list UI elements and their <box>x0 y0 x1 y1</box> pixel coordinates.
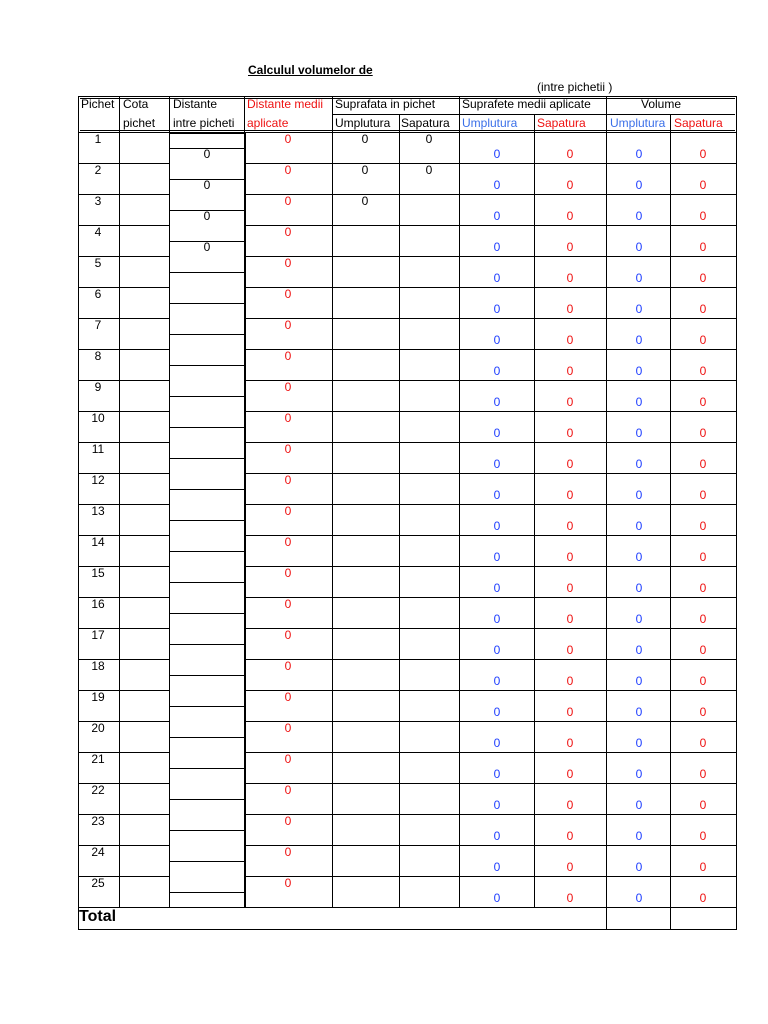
header-pichet: Pichet <box>81 97 115 111</box>
pichet-number: 17 <box>91 628 105 642</box>
header-cota-2: pichet <box>123 116 156 130</box>
row-line <box>245 318 737 319</box>
volum-sapatura-value: 0 <box>699 581 707 595</box>
volum-sapatura-value: 0 <box>699 364 707 378</box>
header-column-divider <box>332 96 333 132</box>
distanta-medie-value: 0 <box>284 442 292 456</box>
suprafata-medie-sapatura-value: 0 <box>566 364 574 378</box>
distanta-medie-value: 0 <box>284 132 292 146</box>
suprafata-medie-sapatura-value: 0 <box>566 767 574 781</box>
header-distante-medii-2: aplicate <box>247 116 289 130</box>
volum-sapatura-value: 0 <box>699 736 707 750</box>
row-line <box>245 628 737 629</box>
column-divider <box>606 132 607 930</box>
distanta-medie-value: 0 <box>284 814 292 828</box>
suprafata-umplutura-value: 0 <box>361 194 369 208</box>
distante-line <box>170 551 245 552</box>
volum-umplutura-value: 0 <box>635 240 643 254</box>
row-line <box>245 659 737 660</box>
distanta-medie-value: 0 <box>284 876 292 890</box>
distanta-medie-value: 0 <box>284 597 292 611</box>
volum-umplutura-value: 0 <box>635 147 643 161</box>
distante-line <box>170 458 245 459</box>
suprafata-medie-sapatura-value: 0 <box>566 705 574 719</box>
suprafata-medie-sapatura-value: 0 <box>566 612 574 626</box>
volum-umplutura-value: 0 <box>635 767 643 781</box>
volum-sapatura-value: 0 <box>699 674 707 688</box>
volum-sapatura-value: 0 <box>699 240 707 254</box>
header-column-divider <box>606 96 607 132</box>
distanta-medie-value: 0 <box>284 690 292 704</box>
volum-umplutura-value: 0 <box>635 333 643 347</box>
volum-umplutura-value: 0 <box>635 829 643 843</box>
suprafata-medie-sapatura-value: 0 <box>566 240 574 254</box>
row-line <box>245 876 737 877</box>
volum-sapatura-value: 0 <box>699 891 707 905</box>
row-line <box>245 442 737 443</box>
header-column-divider <box>534 114 535 132</box>
suprafata-medie-umplutura-value: 0 <box>493 643 501 657</box>
pichet-number: 13 <box>91 504 105 518</box>
row-line <box>245 845 737 846</box>
distante-line <box>170 334 245 335</box>
row-line <box>245 597 737 598</box>
header-suprafata-sapatura: Sapatura <box>401 116 450 130</box>
pichet-number: 10 <box>91 411 105 425</box>
header-suprafete-sapatura: Sapatura <box>537 116 586 130</box>
suprafata-medie-umplutura-value: 0 <box>493 798 501 812</box>
row-line <box>245 225 737 226</box>
suprafata-medie-umplutura-value: 0 <box>493 271 501 285</box>
distante-line <box>170 520 245 521</box>
suprafata-medie-umplutura-value: 0 <box>493 612 501 626</box>
row-line <box>245 349 737 350</box>
header-column-divider <box>459 96 460 132</box>
row-line <box>245 380 737 381</box>
pichet-number: 9 <box>94 380 102 394</box>
suprafata-medie-sapatura-value: 0 <box>566 457 574 471</box>
volum-umplutura-value: 0 <box>635 736 643 750</box>
header-volume-sapatura: Sapatura <box>674 116 723 130</box>
distante-line <box>170 365 245 366</box>
distante-line <box>170 768 245 769</box>
suprafata-medie-sapatura-value: 0 <box>566 333 574 347</box>
header-inner-bottom <box>80 130 735 131</box>
row-line <box>245 163 737 164</box>
pichet-number: 12 <box>91 473 105 487</box>
row-line <box>245 814 737 815</box>
distante-line <box>170 799 245 800</box>
pichet-number: 23 <box>91 814 105 828</box>
distanta-medie-value: 0 <box>284 721 292 735</box>
volum-umplutura-value: 0 <box>635 860 643 874</box>
header-distante-medii: Distante medii <box>247 97 324 111</box>
distanta-medie-value: 0 <box>284 535 292 549</box>
distanta-medie-value: 0 <box>284 287 292 301</box>
pichet-number: 22 <box>91 783 105 797</box>
suprafata-medie-umplutura-value: 0 <box>493 860 501 874</box>
distanta-intre-picheti-value: 0 <box>203 178 211 192</box>
header-suprafete-medii: Suprafete medii aplicate <box>462 97 591 111</box>
suprafata-medie-sapatura-value: 0 <box>566 519 574 533</box>
distanta-medie-value: 0 <box>284 380 292 394</box>
column-divider <box>459 132 460 907</box>
suprafata-medie-sapatura-value: 0 <box>566 860 574 874</box>
column-divider <box>534 132 535 907</box>
row-line <box>245 194 737 195</box>
suprafata-medie-umplutura-value: 0 <box>493 364 501 378</box>
header-column-divider <box>169 96 170 132</box>
pichet-number: 4 <box>94 225 102 239</box>
distante-line <box>170 675 245 676</box>
distante-line <box>170 582 245 583</box>
column-divider <box>119 132 120 907</box>
header-suprafata-in-pichet: Suprafata in pichet <box>335 97 436 111</box>
pichet-number: 3 <box>94 194 102 208</box>
pichet-number: 8 <box>94 349 102 363</box>
suprafata-medie-sapatura-value: 0 <box>566 643 574 657</box>
column-divider <box>245 132 246 907</box>
table-left-border <box>78 96 79 930</box>
document-subtitle: (intre pichetii ) <box>537 80 613 94</box>
suprafata-medie-umplutura-value: 0 <box>493 333 501 347</box>
volum-sapatura-value: 0 <box>699 767 707 781</box>
pichet-number: 7 <box>94 318 102 332</box>
header-distante-2: intre picheti <box>173 116 235 130</box>
row-line <box>245 783 737 784</box>
distanta-medie-value: 0 <box>284 318 292 332</box>
header-column-divider <box>399 114 400 132</box>
volum-umplutura-value: 0 <box>635 643 643 657</box>
total-label: Total <box>79 908 117 925</box>
header-column-divider <box>670 114 671 132</box>
suprafata-medie-sapatura-value: 0 <box>566 426 574 440</box>
distante-line <box>170 830 245 831</box>
distanta-intre-picheti-value: 0 <box>203 240 211 254</box>
volum-umplutura-value: 0 <box>635 550 643 564</box>
pichet-number: 18 <box>91 659 105 673</box>
suprafata-medie-sapatura-value: 0 <box>566 674 574 688</box>
distante-line <box>170 489 245 490</box>
table-bottom-border <box>78 929 737 930</box>
suprafata-medie-umplutura-value: 0 <box>493 178 501 192</box>
volum-sapatura-value: 0 <box>699 457 707 471</box>
pichet-number: 2 <box>94 163 102 177</box>
column-divider <box>399 132 400 907</box>
pichet-number: 24 <box>91 845 105 859</box>
volum-sapatura-value: 0 <box>699 426 707 440</box>
header-volume: Volume <box>641 97 682 111</box>
table-right-border <box>736 96 737 930</box>
column-divider <box>332 132 333 907</box>
suprafata-medie-umplutura-value: 0 <box>493 147 501 161</box>
row-line <box>245 721 737 722</box>
volum-umplutura-value: 0 <box>635 488 643 502</box>
pichet-number: 19 <box>91 690 105 704</box>
header-suprafete-umplutura: Umplutura <box>462 116 518 130</box>
distante-line <box>170 613 245 614</box>
suprafata-medie-umplutura-value: 0 <box>493 302 501 316</box>
row-line <box>245 411 737 412</box>
distante-line <box>170 737 245 738</box>
suprafata-medie-sapatura-value: 0 <box>566 395 574 409</box>
volum-sapatura-value: 0 <box>699 209 707 223</box>
volum-umplutura-value: 0 <box>635 395 643 409</box>
suprafata-medie-umplutura-value: 0 <box>493 829 501 843</box>
volum-umplutura-value: 0 <box>635 705 643 719</box>
suprafata-medie-umplutura-value: 0 <box>493 674 501 688</box>
volum-sapatura-value: 0 <box>699 612 707 626</box>
row-line <box>245 287 737 288</box>
pichet-number: 6 <box>94 287 102 301</box>
suprafata-medie-sapatura-value: 0 <box>566 147 574 161</box>
suprafata-medie-umplutura-value: 0 <box>493 209 501 223</box>
suprafata-medie-umplutura-value: 0 <box>493 891 501 905</box>
suprafata-medie-umplutura-value: 0 <box>493 240 501 254</box>
distanta-intre-picheti-value: 0 <box>203 147 211 161</box>
header-suprafata-umplutura: Umplutura <box>335 116 391 130</box>
row-line <box>245 504 737 505</box>
row-line <box>78 907 737 908</box>
distante-line <box>170 303 245 304</box>
pichet-number: 16 <box>91 597 105 611</box>
suprafata-medie-umplutura-value: 0 <box>493 767 501 781</box>
volum-sapatura-value: 0 <box>699 705 707 719</box>
suprafata-medie-umplutura-value: 0 <box>493 705 501 719</box>
suprafata-medie-sapatura-value: 0 <box>566 798 574 812</box>
pichet-number: 1 <box>94 132 102 146</box>
distante-line <box>170 892 245 893</box>
volum-umplutura-value: 0 <box>635 891 643 905</box>
suprafata-medie-sapatura-value: 0 <box>566 302 574 316</box>
pichet-number: 14 <box>91 535 105 549</box>
distante-line <box>170 427 245 428</box>
suprafata-medie-umplutura-value: 0 <box>493 550 501 564</box>
distanta-medie-value: 0 <box>284 628 292 642</box>
volum-sapatura-value: 0 <box>699 178 707 192</box>
pichet-number: 11 <box>91 442 105 456</box>
volum-sapatura-value: 0 <box>699 147 707 161</box>
volum-umplutura-value: 0 <box>635 178 643 192</box>
distanta-medie-value: 0 <box>284 845 292 859</box>
distanta-medie-value: 0 <box>284 163 292 177</box>
volum-umplutura-value: 0 <box>635 271 643 285</box>
suprafata-medie-sapatura-value: 0 <box>566 550 574 564</box>
volum-sapatura-value: 0 <box>699 519 707 533</box>
suprafata-medie-umplutura-value: 0 <box>493 736 501 750</box>
volum-umplutura-value: 0 <box>635 426 643 440</box>
volum-sapatura-value: 0 <box>699 860 707 874</box>
suprafata-medie-umplutura-value: 0 <box>493 488 501 502</box>
distante-line <box>170 644 245 645</box>
suprafata-medie-sapatura-value: 0 <box>566 581 574 595</box>
distanta-medie-value: 0 <box>284 783 292 797</box>
volum-umplutura-value: 0 <box>635 302 643 316</box>
suprafata-medie-sapatura-value: 0 <box>566 891 574 905</box>
distanta-medie-value: 0 <box>284 566 292 580</box>
distanta-medie-value: 0 <box>284 349 292 363</box>
column-divider <box>670 132 671 930</box>
document-title: Calculul volumelor de <box>248 63 373 77</box>
suprafata-umplutura-value: 0 <box>361 163 369 177</box>
suprafata-medie-umplutura-value: 0 <box>493 395 501 409</box>
suprafata-sapatura-value: 0 <box>425 163 433 177</box>
suprafata-medie-umplutura-value: 0 <box>493 519 501 533</box>
volum-sapatura-value: 0 <box>699 798 707 812</box>
pichet-number: 15 <box>91 566 105 580</box>
suprafata-medie-sapatura-value: 0 <box>566 209 574 223</box>
header-cota: Cota <box>123 97 149 111</box>
pichet-number: 5 <box>94 256 102 270</box>
header-volume-umplutura: Umplutura <box>610 116 666 130</box>
suprafata-sapatura-value: 0 <box>425 132 433 146</box>
distanta-medie-value: 0 <box>284 256 292 270</box>
suprafata-medie-umplutura-value: 0 <box>493 426 501 440</box>
suprafata-medie-sapatura-value: 0 <box>566 271 574 285</box>
distante-line <box>170 133 245 134</box>
row-line <box>245 566 737 567</box>
volum-sapatura-value: 0 <box>699 395 707 409</box>
distanta-intre-picheti-value: 0 <box>203 209 211 223</box>
suprafata-medie-sapatura-value: 0 <box>566 829 574 843</box>
volum-sapatura-value: 0 <box>699 302 707 316</box>
pichet-number: 20 <box>91 721 105 735</box>
distante-line <box>170 861 245 862</box>
volum-sapatura-value: 0 <box>699 643 707 657</box>
volum-sapatura-value: 0 <box>699 488 707 502</box>
distanta-medie-value: 0 <box>284 752 292 766</box>
distanta-medie-value: 0 <box>284 411 292 425</box>
distante-line <box>170 396 245 397</box>
pichet-number: 25 <box>91 876 105 890</box>
distanta-medie-value: 0 <box>284 659 292 673</box>
distante-line <box>170 706 245 707</box>
volum-umplutura-value: 0 <box>635 798 643 812</box>
distante-line <box>170 272 245 273</box>
suprafata-medie-umplutura-value: 0 <box>493 457 501 471</box>
volum-umplutura-value: 0 <box>635 674 643 688</box>
suprafata-umplutura-value: 0 <box>361 132 369 146</box>
volum-sapatura-value: 0 <box>699 550 707 564</box>
distanta-medie-value: 0 <box>284 225 292 239</box>
row-line <box>245 752 737 753</box>
header-column-divider <box>244 96 245 132</box>
volum-sapatura-value: 0 <box>699 271 707 285</box>
suprafata-medie-sapatura-value: 0 <box>566 736 574 750</box>
volum-umplutura-value: 0 <box>635 519 643 533</box>
distanta-medie-value: 0 <box>284 504 292 518</box>
volum-umplutura-value: 0 <box>635 209 643 223</box>
volum-sapatura-value: 0 <box>699 333 707 347</box>
row-line <box>245 473 737 474</box>
suprafata-medie-umplutura-value: 0 <box>493 581 501 595</box>
distanta-medie-value: 0 <box>284 473 292 487</box>
volum-sapatura-value: 0 <box>699 829 707 843</box>
distanta-medie-value: 0 <box>284 194 292 208</box>
row-line <box>245 535 737 536</box>
suprafata-medie-sapatura-value: 0 <box>566 488 574 502</box>
volum-umplutura-value: 0 <box>635 364 643 378</box>
suprafata-medie-sapatura-value: 0 <box>566 178 574 192</box>
volum-umplutura-value: 0 <box>635 612 643 626</box>
row-line <box>245 256 737 257</box>
row-line <box>245 690 737 691</box>
header-distante: Distante <box>173 97 218 111</box>
header-column-divider <box>119 96 120 132</box>
volum-umplutura-value: 0 <box>635 457 643 471</box>
volum-umplutura-value: 0 <box>635 581 643 595</box>
pichet-number: 21 <box>91 752 105 766</box>
